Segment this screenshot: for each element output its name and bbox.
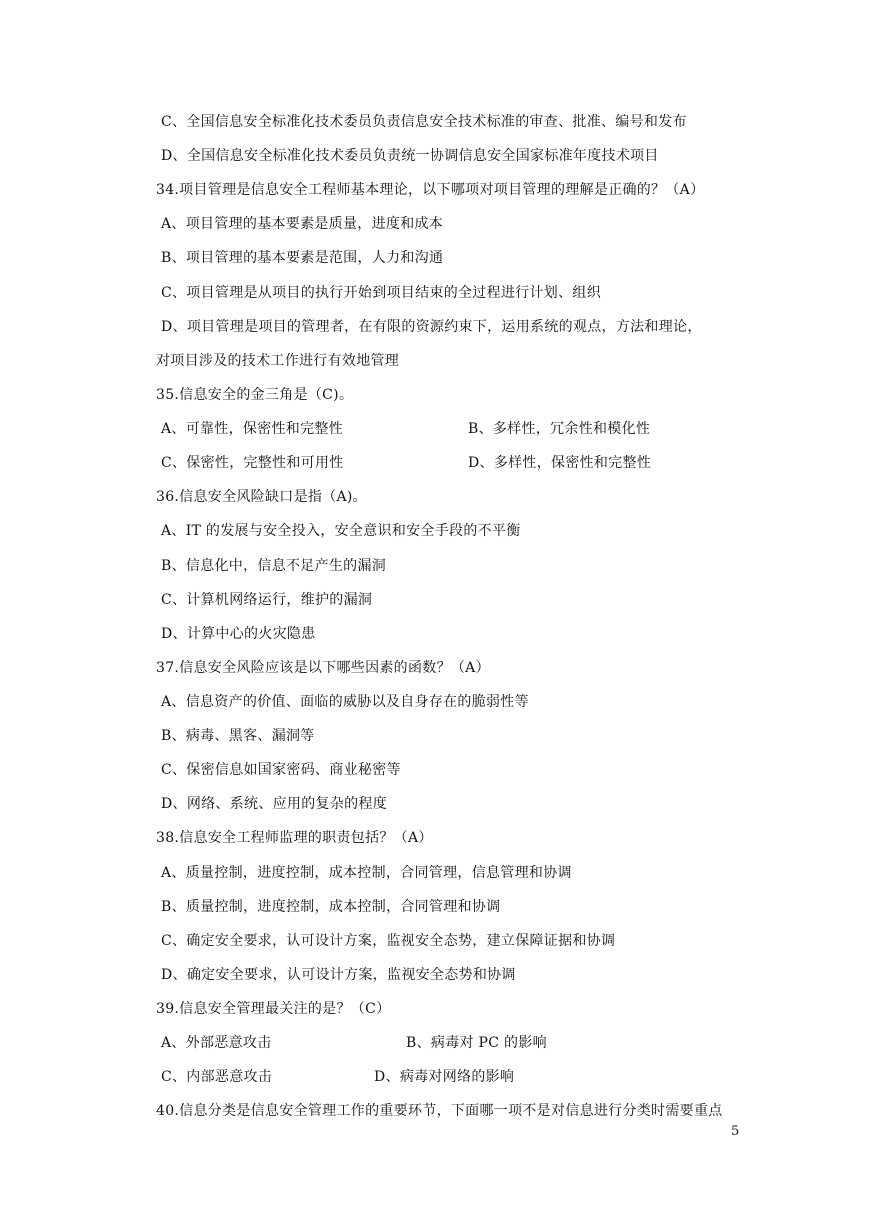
q36-option-c: C、计算机网络运行，维护的漏洞 [161, 592, 373, 608]
q35-option-b: B、多样性，冗余性和模化性 [468, 421, 651, 437]
q39-option-a: A、外部恶意攻击 [161, 1035, 272, 1051]
q38-option-c: C、确定安全要求，认可设计方案，监视安全态势，建立保障证据和协调 [161, 933, 616, 949]
q33-option-d: D、全国信息安全标准化技术委员负责统一协调信息安全国家标准年度技术项目 [161, 148, 659, 164]
question-35: 35.信息安全的金三角是（C)。 [156, 387, 354, 403]
question-39: 39.信息安全管理最关注的是？（C） [156, 1001, 391, 1017]
q38-option-a: A、质量控制，进度控制，成本控制，合同管理，信息管理和协调 [161, 865, 572, 881]
q36-option-d: D、计算中心的火灾隐患 [161, 626, 316, 642]
q35-option-d: D、多样性，保密性和完整性 [468, 455, 652, 471]
q39-option-b: B、病毒对 PC 的影响 [406, 1035, 547, 1051]
q37-option-c: C、保密信息如国家密码、商业秘密等 [161, 762, 401, 778]
q39-option-d: D、病毒对网络的影响 [374, 1069, 515, 1085]
q33-option-c: C、全国信息安全标准化技术委员负责信息安全技术标准的审查、批准、编号和发布 [161, 114, 687, 130]
question-40: 40.信息分类是信息安全管理工作的重要环节，下面哪一项不是对信息进行分类时需要重点 [156, 1103, 723, 1119]
q37-option-d: D、网络、系统、应用的复杂的程度 [161, 796, 388, 812]
q37-option-b: B、病毒、黑客、漏洞等 [161, 728, 315, 744]
q35-option-a: A、可靠性，保密性和完整性 [161, 421, 344, 437]
q34-option-c: C、项目管理是从项目的执行开始到项目结束的全过程进行计划、组织 [161, 285, 602, 301]
q34-option-b: B、项目管理的基本要素是范围，人力和沟通 [161, 250, 444, 266]
q39-option-c: C、内部恶意攻击 [161, 1069, 273, 1085]
q34-option-d: D、项目管理是项目的管理者，在有限的资源约束下，运用系统的观点，方法和理论， [161, 319, 702, 335]
q34-option-a: A、项目管理的基本要素是质量，进度和成本 [161, 216, 444, 232]
question-37: 37.信息安全风险应该是以下哪些因素的函数？（A） [156, 660, 490, 676]
q38-option-b: B、质量控制，进度控制，成本控制，合同管理和协调 [161, 899, 501, 915]
q37-option-a: A、信息资产的价值、面临的威胁以及自身存在的脆弱性等 [161, 694, 529, 710]
question-34: 34.项目管理是信息安全工程师基本理论，以下哪项对项目管理的理解是正确的？（A） [156, 182, 705, 198]
q34-option-d-continued: 对项目涉及的技术工作进行有效地管理 [156, 353, 400, 369]
question-38: 38.信息安全工程师监理的职责包括？（A） [156, 830, 433, 846]
q36-option-b: B、信息化中，信息不足产生的漏洞 [161, 558, 387, 574]
page-number: 5 [731, 1124, 740, 1139]
q38-option-d: D、确定安全要求，认可设计方案，监视安全态势和协调 [161, 967, 516, 983]
q35-option-c: C、保密性，完整性和可用性 [161, 455, 344, 471]
question-36: 36.信息安全风险缺口是指（A)。 [156, 489, 367, 505]
q36-option-a: A、IT 的发展与安全投入，安全意识和安全手段的不平衡 [161, 523, 521, 539]
